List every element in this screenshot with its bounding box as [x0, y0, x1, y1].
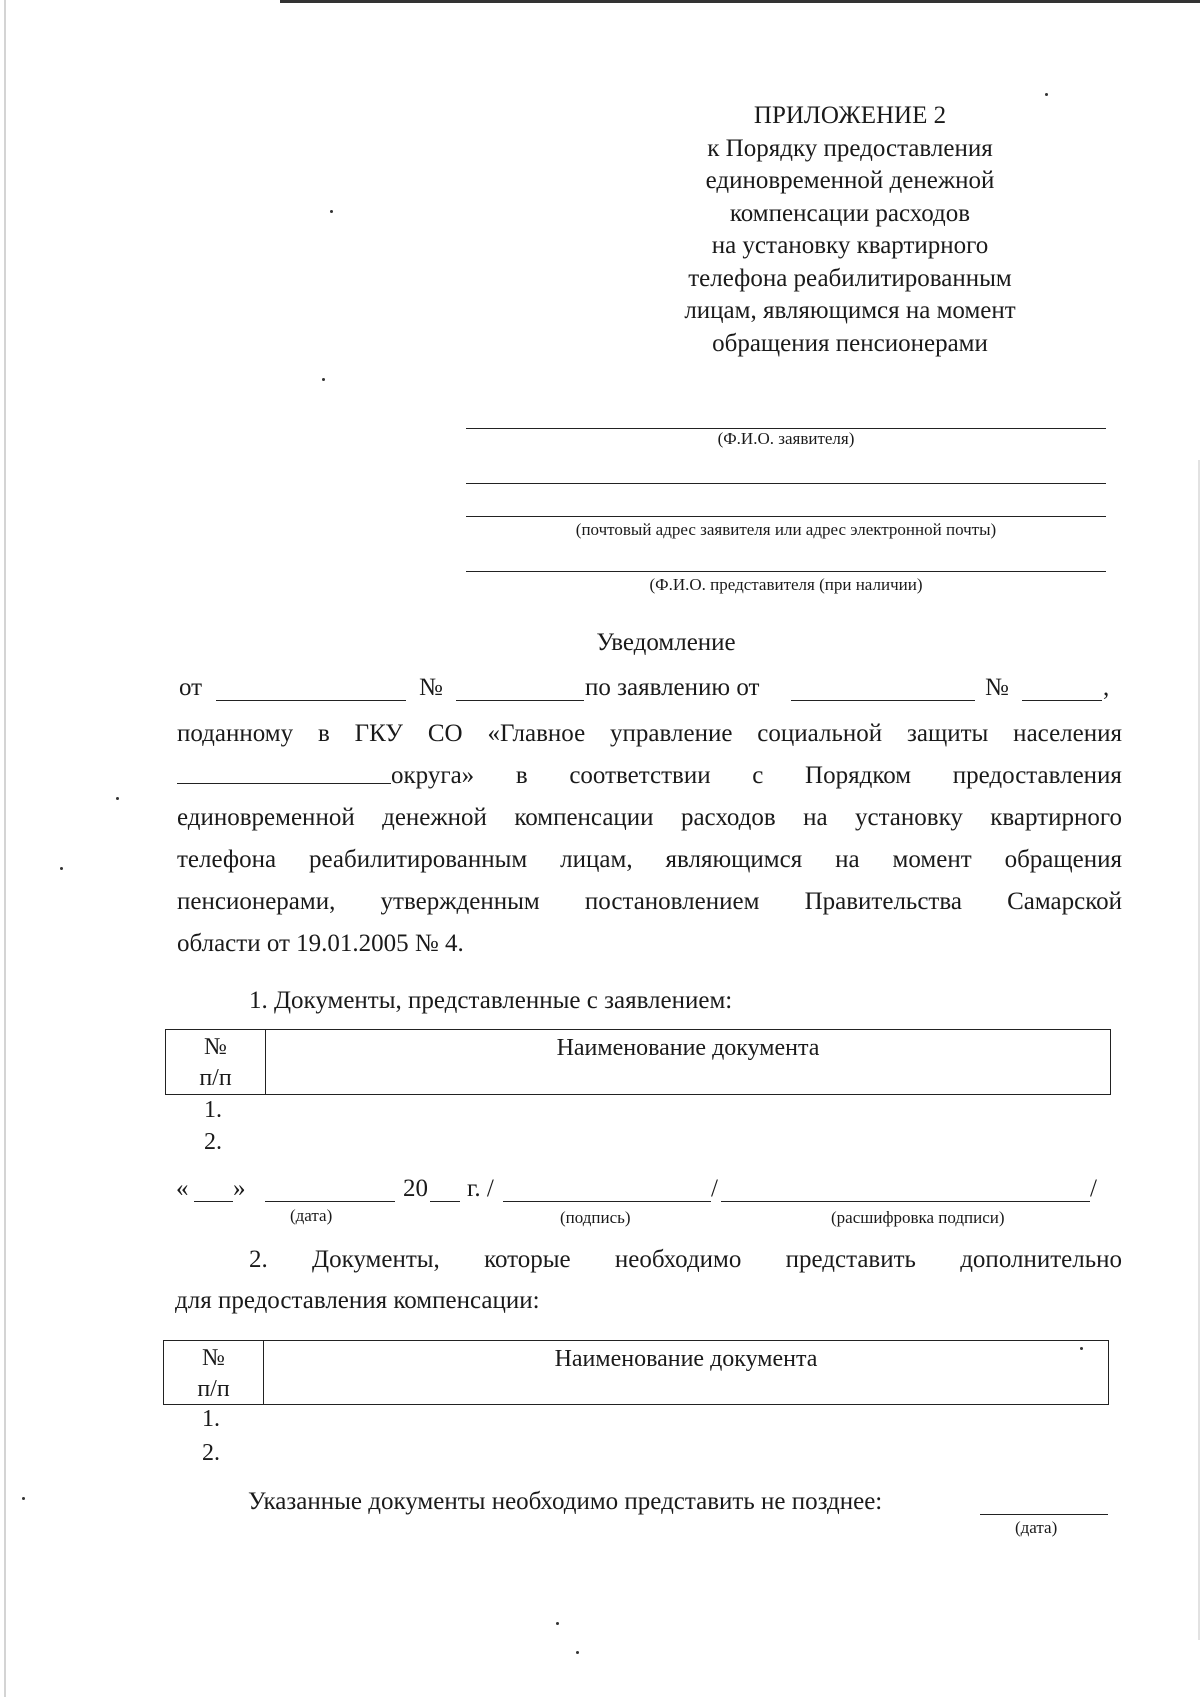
sig-signature-caption: (подпись): [560, 1208, 631, 1227]
section2-heading-line1-text: 2. Документы, которые необходимо представить дополнительно: [249, 1246, 1122, 1273]
notice-line-5-text: телефона реабилитированным лицам, являющимся на момент обращения: [177, 846, 1122, 873]
scan-speck: [60, 867, 63, 870]
notice-line-6-text: пенсионерами, утвержденным постановлением Правительства Самарской: [177, 888, 1122, 915]
scan-top-edge-line: [280, 0, 1200, 3]
appendix-title: ПРИЛОЖЕНИЕ 2: [753, 102, 947, 129]
sig-year-suffix: г. /: [467, 1175, 494, 1202]
section1-heading: 1. Документы, представленные с заявлением:: [249, 987, 733, 1014]
sig-year-line[interactable]: [430, 1201, 460, 1202]
sig-decode-caption: (расшифровка подписи): [831, 1208, 1005, 1227]
notice-application-from: по заявлению от: [585, 674, 760, 701]
appendix-line-3: компенсации расходов: [729, 199, 971, 227]
notice-word-2: соответствии: [569, 762, 711, 789]
appendix-line-4: на установку квартирного: [711, 232, 989, 259]
scan-speck: [116, 797, 119, 800]
application-date-line[interactable]: [791, 700, 975, 701]
representative-fio-line[interactable]: [466, 571, 1106, 572]
notice-number-line[interactable]: [456, 700, 584, 701]
notice-word-3: с: [752, 762, 764, 789]
section1-row-2: 2.: [204, 1129, 222, 1155]
deadline-date-caption: (дата): [1015, 1518, 1058, 1537]
sig-slash-2: /: [1090, 1175, 1097, 1202]
section2-col-num: [164, 1341, 264, 1404]
appendix-line-6: лицам, являющимся на момент: [684, 297, 1016, 324]
sig-date-caption: (дата): [290, 1206, 333, 1225]
section1-col-num-sub: п/п: [199, 1065, 232, 1091]
sig-signature-line[interactable]: [503, 1201, 711, 1202]
notice-line-2: [177, 713, 1122, 755]
application-number-sign: №: [985, 674, 1009, 701]
section1-col-num: [166, 1030, 266, 1094]
section1-table: [165, 1029, 1111, 1095]
sig-month-line[interactable]: [265, 1201, 395, 1202]
notice-word-1: в: [515, 762, 528, 789]
sig-year-prefix: 20: [403, 1175, 428, 1202]
deadline-text: Указанные документы необходимо представить не позднее:: [248, 1488, 883, 1515]
notice-word-4: Порядком: [805, 762, 912, 789]
scan-speck: [1045, 93, 1048, 96]
representative-fio-caption: (Ф.И.О. представителя (при наличии): [649, 575, 923, 594]
applicant-address-line-1[interactable]: [466, 483, 1106, 484]
section1-col-name: Наименование документа: [556, 1035, 820, 1061]
notice-line-3: [391, 755, 1122, 797]
appendix-line-7: обращения пенсионерами: [712, 329, 988, 357]
scan-speck: [22, 1497, 25, 1500]
notice-from-label: от: [179, 674, 203, 701]
notice-line-7: области от 19.01.2005 № 4.: [177, 930, 464, 957]
section2-table: [163, 1340, 1109, 1405]
notice-district-suffix: округа»: [391, 762, 475, 789]
section1-row-1: 1.: [204, 1097, 222, 1123]
scan-speck: [576, 1651, 579, 1654]
deadline-date-line[interactable]: [980, 1514, 1108, 1515]
scan-speck: [1080, 1347, 1083, 1350]
sig-slash-1: /: [711, 1175, 718, 1202]
scan-speck: [556, 1622, 559, 1625]
notice-line1-comma: ,: [1103, 674, 1110, 701]
section2-row-1: 1.: [202, 1406, 220, 1432]
application-number-line[interactable]: [1022, 700, 1102, 701]
appendix-line-2: единовременной денежной: [705, 167, 995, 194]
scan-speck: [330, 210, 333, 213]
applicant-address-line-2[interactable]: [466, 516, 1106, 517]
notice-number-sign: №: [419, 674, 443, 701]
sig-day-line[interactable]: [194, 1201, 233, 1202]
notice-line-6: [177, 881, 1122, 923]
section1-col-num-label: №: [204, 1034, 227, 1060]
notice-line-2-text: поданному в ГКУ СО «Главное управление социальной защиты населения: [177, 720, 1122, 747]
scan-left-edge-line: [4, 0, 6, 1697]
scan-speck: [322, 378, 325, 381]
sig-quote-close: »: [233, 1175, 246, 1202]
notice-line-4: [177, 797, 1122, 839]
section2-heading-line1: [249, 1239, 1122, 1281]
notice-word-5: предоставления: [952, 762, 1122, 789]
section2-col-num-sub: п/п: [197, 1376, 230, 1402]
district-name-line[interactable]: [177, 783, 391, 784]
notice-title: Уведомление: [596, 629, 736, 656]
appendix-line-5: телефона реабилитированным: [688, 264, 1012, 292]
section2-row-2: 2.: [202, 1440, 220, 1466]
notice-date-line[interactable]: [216, 700, 406, 701]
sig-decode-line[interactable]: [721, 1201, 1090, 1202]
section2-heading-line2: для предоставления компенсации:: [175, 1287, 540, 1314]
sig-quote-open: «: [176, 1175, 189, 1202]
section2-col-num-label: №: [202, 1345, 225, 1371]
applicant-address-caption: (почтовый адрес заявителя или адрес электронной почты): [575, 520, 997, 539]
appendix-header: [640, 100, 1060, 360]
notice-line-4-text: единовременной денежной компенсации расходов на установку квартирного: [177, 804, 1122, 831]
applicant-fio-caption: (Ф.И.О. заявителя): [717, 429, 855, 448]
appendix-line-1: к Порядку предоставления: [707, 134, 993, 162]
notice-line-5: [177, 839, 1122, 881]
section2-col-name: Наименование документа: [554, 1346, 818, 1372]
